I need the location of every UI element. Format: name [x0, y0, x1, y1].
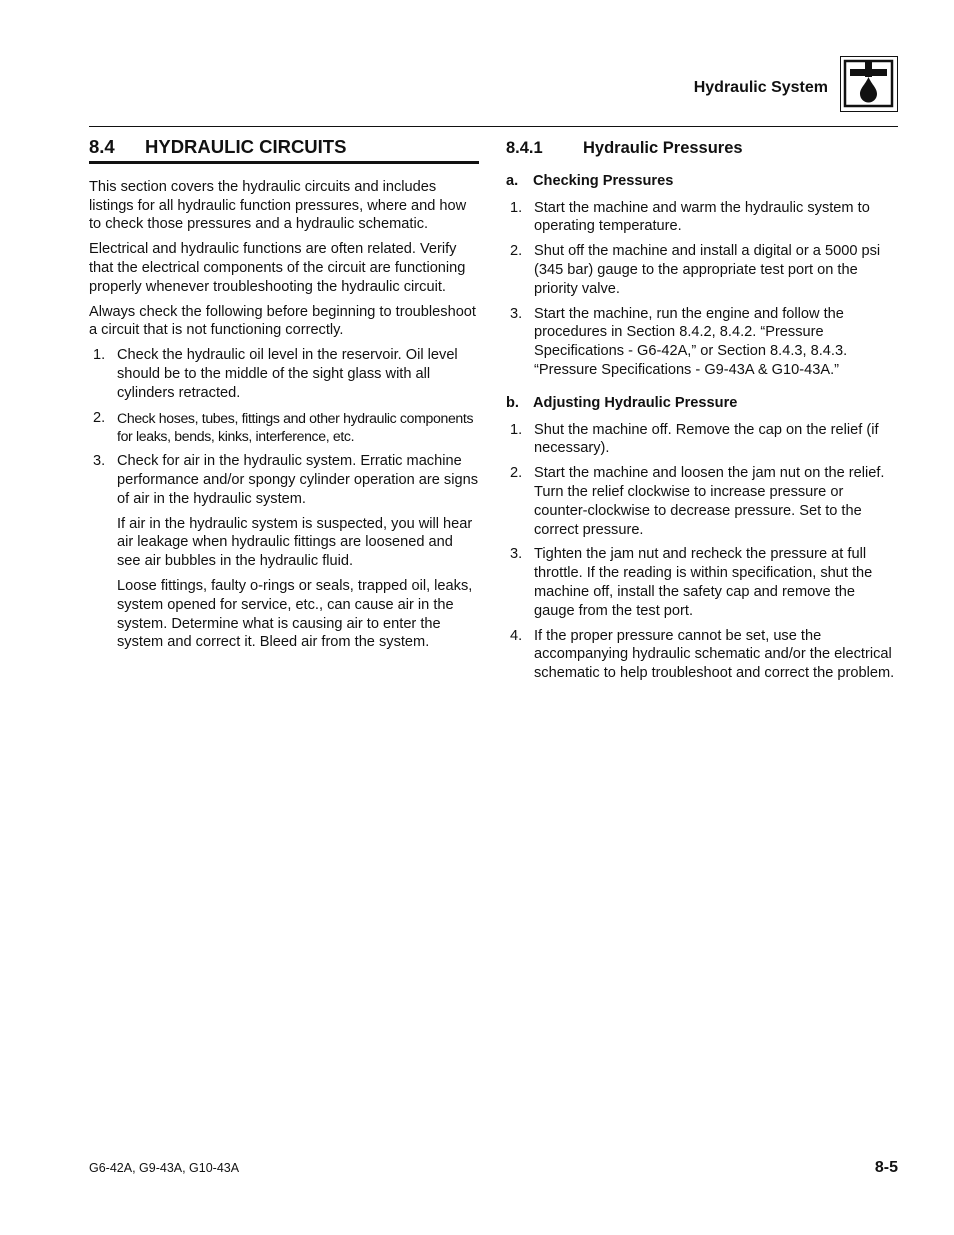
air-note: If air in the hydraulic system is suspected, you will hear air leakage when hydraulic fittings are loosened and see air bubbles in the hydraulic fluid.	[117, 515, 473, 570]
list-number: 2.	[510, 465, 523, 482]
checking-steps-list	[506, 199, 898, 380]
list-item	[506, 242, 898, 298]
list-item	[89, 452, 479, 508]
list-item	[506, 627, 898, 683]
list-item	[89, 346, 479, 402]
heading-title: Adjusting Hydraulic Pressure	[533, 394, 738, 411]
list-number: 4.	[510, 627, 523, 644]
intro-paragraph: Electrical and hydraulic functions are often related. Verify that the electrical components of the circuit are functioning properly whenever troubleshooting the hydraulic circuit.	[89, 241, 466, 295]
checking-pressures-heading	[506, 172, 898, 191]
list-number: 3.	[510, 305, 523, 322]
list-text: Check for air in the hydraulic system. Erratic machine performance and/or spongy cylinder operation are signs of air in the hydraulic system.	[117, 453, 478, 507]
list-text: Shut off the machine and install a digital or a 5000 psi (345 bar) gauge to the appropriate test port on the priority valve.	[534, 243, 881, 297]
list-number: 2.	[93, 409, 106, 426]
list-text: Check the hydraulic oil level in the reservoir. Oil level should be to the middle of the sight glass with all cylinders retracted.	[117, 347, 458, 401]
list-item	[506, 421, 898, 459]
adjusting-pressure-heading	[506, 394, 898, 413]
list-text: Start the machine and warm the hydraulic system to operating temperature.	[534, 199, 870, 235]
heading-title: Checking Pressures	[533, 172, 674, 189]
list-item	[89, 409, 479, 447]
left-column	[89, 136, 479, 658]
list-number: 2.	[510, 243, 523, 260]
header-divider	[89, 126, 898, 127]
section-title: HYDRAULIC CIRCUITS	[145, 136, 347, 157]
list-text: Start the machine, run the engine and follow the procedures in Section 8.4.2, 8.4.2. “Pressure Specifications - G6-42A,” or Section 8.4.3, 8.4.3. “Pressure Specifications - G9-43A & G10-43A.”	[534, 305, 848, 378]
subsection-heading	[506, 136, 898, 158]
checks-list	[89, 346, 479, 508]
list-text: Start the machine and loosen the jam nut on the relief. Turn the relief clockwise to increase pressure or counter-clockwise to decrease pressure. Set to the correct pressure.	[534, 465, 885, 538]
header-title: Hydraulic System	[693, 79, 828, 96]
intro-paragraph: This section covers the hydraulic circuits and includes listings for all hydraulic function pressures, where and how to check those pressures and a hydraulic schematic.	[89, 178, 467, 233]
list-number: 1.	[510, 421, 523, 438]
list-text: Shut the machine off. Remove the cap on the relief (if necessary).	[534, 421, 879, 457]
list-number: 1.	[93, 347, 106, 364]
list-text: If the proper pressure cannot be set, use the accompanying hydraulic schematic and/or the electrical schematic to help troubleshoot and correct the problem.	[534, 627, 895, 682]
list-number: 1.	[510, 199, 523, 216]
list-item	[506, 545, 898, 620]
list-item	[506, 305, 898, 380]
heading-letter: a.	[506, 172, 519, 189]
air-note: Loose fittings, faulty o-rings or seals, trapped oil, leaks, system opened for service, etc., can cause air in the system. Determine what is causing air to enter the system and correct it. Bleed air from the system.	[117, 577, 473, 651]
section-number: 8.4	[89, 136, 115, 157]
adjusting-steps-list	[506, 421, 898, 683]
list-item	[506, 199, 898, 237]
right-column	[506, 136, 898, 689]
list-number: 3.	[93, 453, 106, 470]
footer-models: G6-42A, G9-43A, G10-43A	[89, 1161, 240, 1175]
subsection-title: Hydraulic Pressures	[583, 139, 743, 157]
list-text: Check hoses, tubes, fittings and other hydraulic components for leaks, bends, kinks, interference, etc.	[117, 409, 474, 445]
section-heading	[89, 136, 479, 164]
hydraulic-system-icon	[840, 56, 898, 112]
list-text: Tighten the jam nut and recheck the pressure at full throttle. If the reading is within specification, shut the machine off, install the safety cap and remove the gauge from the test port.	[534, 546, 873, 619]
list-item	[506, 464, 898, 539]
page-number: 8-5	[874, 1159, 898, 1176]
heading-letter: b.	[506, 394, 519, 411]
intro-paragraph: Always check the following before beginning to troubleshoot a circuit that is not functioning correctly.	[89, 303, 476, 339]
subsection-number: 8.4.1	[506, 139, 543, 157]
list-number: 3.	[510, 546, 523, 563]
